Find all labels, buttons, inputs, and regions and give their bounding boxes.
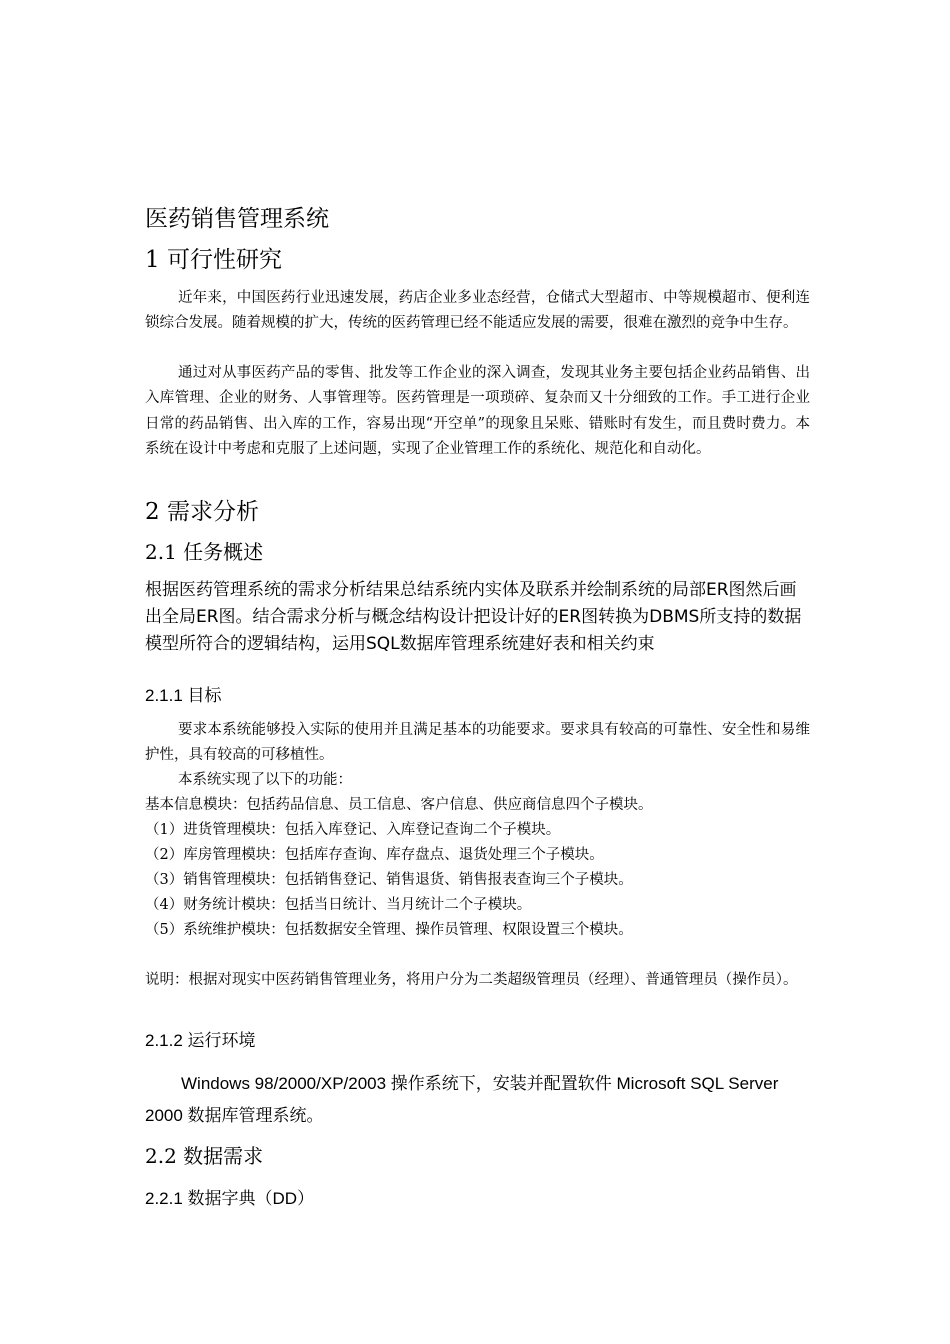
section-2-1-title: 任务概述 (183, 540, 264, 564)
section-1-title: 可行性研究 (166, 247, 282, 273)
function-list-item: （5）系统维护模块：包括数据安全管理、操作员管理、权限设置三个模块。 (145, 922, 633, 938)
section-1-number: 1 (145, 247, 160, 273)
section-1-paragraph-2: 通过对从事医药产品的零售、批发等工作企业的深入调查，发现其业务主要包括企业药品销售、出入库管理、企业的财务、人事管理等。医药管理是一项琐碎、复杂而又十分细致的工作。手工进行企业日常的药品销售、出入库的工作，容易出现“开空单”的现象且呆账、错账时有发生，而且费时费力。本系统在设计中考虑和克服了上述问题，实现了企业管理工作的系统化、规范化和自动化。 (145, 365, 810, 457)
section-2-1-number: 2.1 (145, 540, 177, 564)
document-title: 医药销售管理系统 (145, 206, 329, 232)
function-list-item: 基本信息模块：包括药品信息、员工信息、客户信息、供应商信息四个子模块。 (145, 797, 653, 813)
data-dictionary-heading: 2.2.1 数据字典（DD） (145, 1189, 315, 1208)
section-1-paragraph-1: 近年来，中国医药行业迅速发展，药店企业多业态经营，仓储式大型超市、中等规模超市、便利连锁综合发展。随着规模的扩大，传统的医药管理已经不能适应发展的需要，很难在激烈的竞争中生存。 (145, 290, 810, 332)
section-2-1-heading (145, 537, 810, 567)
section-2-number: 2 (145, 499, 160, 525)
function-list-item: （4）财务统计模块：包括当日统计、当月统计二个子模块。 (145, 897, 532, 913)
section-2-title: 需求分析 (166, 499, 259, 525)
runtime-environment-paragraph: Windows 98/2000/XP/2003 操作系统下，安装并配置软件 Microsoft SQL Server 2000 数据库管理系统。 (145, 1074, 779, 1125)
user-role-note: 说明：根据对现实中医药销售管理业务，将用户分为二类超级管理员（经理）、普通管理员（操作员）。 (145, 972, 798, 988)
goal-paragraph-2: 本系统实现了以下的功能： (178, 772, 352, 788)
task-overview-paragraph: 根据医药管理系统的需求分析结果总结系统内实体及联系并绘制系统的局部ER图然后画出全局ER图。结合需求分析与概念结构设计把设计好的ER图转换为DBMS所支持的数据模型所符合的逻辑结构，运用SQL数据库管理系统建好表和相关约束 (145, 580, 802, 654)
section-2-2-heading: 2.2 数据需求 (145, 1144, 264, 1168)
function-list-item: （1）进货管理模块：包括入库登记、入库登记查询二个子模块。 (145, 822, 561, 838)
runtime-environment-heading: 2.1.2 运行环境 (145, 1031, 256, 1050)
goal-paragraph-1: 要求本系统能够投入实际的使用并且满足基本的功能要求。要求具有较高的可靠性、安全性和易维护性，具有较高的可移植性。 (145, 722, 810, 764)
function-list-item: （2）库房管理模块：包括库存查询、库存盘点、退货处理三个子模块。 (145, 847, 604, 863)
function-list-item: （3）销售管理模块：包括销售登记、销售退货、销售报表查询三个子模块。 (145, 872, 633, 888)
section-1-heading (145, 243, 810, 277)
section-2-heading (145, 495, 810, 529)
goal-heading: 2.1.1 目标 (145, 686, 222, 705)
